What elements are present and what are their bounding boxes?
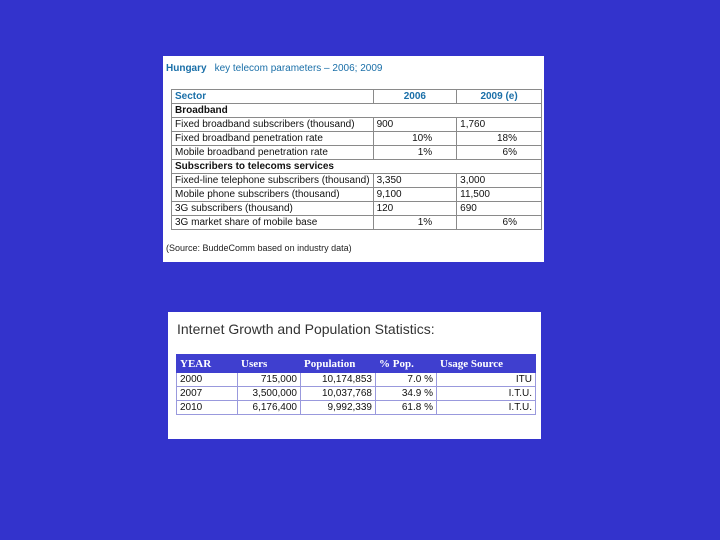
telecom-col-2009: 2009 (e) (457, 90, 542, 104)
telecom-title (166, 63, 382, 74)
telecom-value-2006: 120 (373, 202, 457, 216)
internet-col-usage-source: Usage Source (437, 355, 536, 373)
internet-users: 715,000 (238, 373, 301, 387)
telecom-table (171, 89, 542, 230)
telecom-value-2006: 1% (373, 216, 457, 230)
internet-year: 2010 (177, 401, 238, 415)
telecom-value-2009: 690 (457, 202, 542, 216)
telecom-row-label: Mobile broadband penetration rate (172, 146, 374, 160)
internet-table (176, 354, 536, 415)
telecom-section-label: Broadband (172, 104, 542, 118)
telecom-col-sector: Sector (172, 90, 374, 104)
telecom-value-2009: 6% (457, 216, 542, 230)
telecom-value-2006: 10% (373, 132, 457, 146)
telecom-value-2006: 1% (373, 146, 457, 160)
telecom-value-2009: 18% (457, 132, 542, 146)
internet-col-pct-pop: % Pop. (376, 355, 437, 373)
telecom-table-header (172, 90, 542, 104)
telecom-row-label: 3G market share of mobile base (172, 216, 374, 230)
telecom-panel (163, 56, 544, 262)
internet-population: 10,037,768 (301, 387, 376, 401)
internet-users: 3,500,000 (238, 387, 301, 401)
telecom-row-label: Mobile phone subscribers (thousand) (172, 188, 374, 202)
telecom-data-row (172, 216, 542, 230)
internet-table-row (177, 401, 536, 415)
telecom-section-row (172, 160, 542, 174)
internet-col-population: Population (301, 355, 376, 373)
internet-pct-pop: 61.8 % (376, 401, 437, 415)
internet-year: 2007 (177, 387, 238, 401)
internet-pct-pop: 7.0 % (376, 373, 437, 387)
telecom-data-row (172, 118, 542, 132)
telecom-source: (Source: BuddeComm based on industry data) (166, 243, 352, 253)
telecom-data-row (172, 202, 542, 216)
telecom-value-2009: 6% (457, 146, 542, 160)
telecom-row-label: Fixed-line telephone subscribers (thousand) (172, 174, 374, 188)
internet-population: 9,992,339 (301, 401, 376, 415)
telecom-title-subtitle: key telecom parameters – 2006; 2009 (214, 63, 383, 74)
internet-table-header (177, 355, 536, 373)
telecom-row-label: 3G subscribers (thousand) (172, 202, 374, 216)
internet-users: 6,176,400 (238, 401, 301, 415)
internet-usage-source: I.T.U. (437, 387, 536, 401)
telecom-data-row (172, 174, 542, 188)
telecom-section-label: Subscribers to telecoms services (172, 160, 542, 174)
internet-table-row (177, 387, 536, 401)
internet-usage-source: I.T.U. (437, 401, 536, 415)
telecom-data-row (172, 132, 542, 146)
telecom-value-2006: 900 (373, 118, 457, 132)
internet-year: 2000 (177, 373, 238, 387)
internet-panel (168, 312, 541, 439)
telecom-row-label: Fixed broadband subscribers (thousand) (172, 118, 374, 132)
telecom-data-row (172, 146, 542, 160)
telecom-title-country: Hungary (166, 63, 207, 74)
internet-usage-source: ITU (437, 373, 536, 387)
telecom-value-2009: 3,000 (457, 174, 542, 188)
telecom-col-2006: 2006 (373, 90, 457, 104)
telecom-row-label: Fixed broadband penetration rate (172, 132, 374, 146)
telecom-value-2009: 11,500 (457, 188, 542, 202)
internet-title: Internet Growth and Population Statistics: (177, 321, 435, 337)
telecom-value-2006: 9,100 (373, 188, 457, 202)
internet-col-users: Users (238, 355, 301, 373)
internet-pct-pop: 34.9 % (376, 387, 437, 401)
internet-col-year: YEAR (177, 355, 238, 373)
telecom-data-row (172, 188, 542, 202)
telecom-value-2009: 1,760 (457, 118, 542, 132)
telecom-section-row (172, 104, 542, 118)
internet-population: 10,174,853 (301, 373, 376, 387)
telecom-value-2006: 3,350 (373, 174, 457, 188)
internet-table-row (177, 373, 536, 387)
